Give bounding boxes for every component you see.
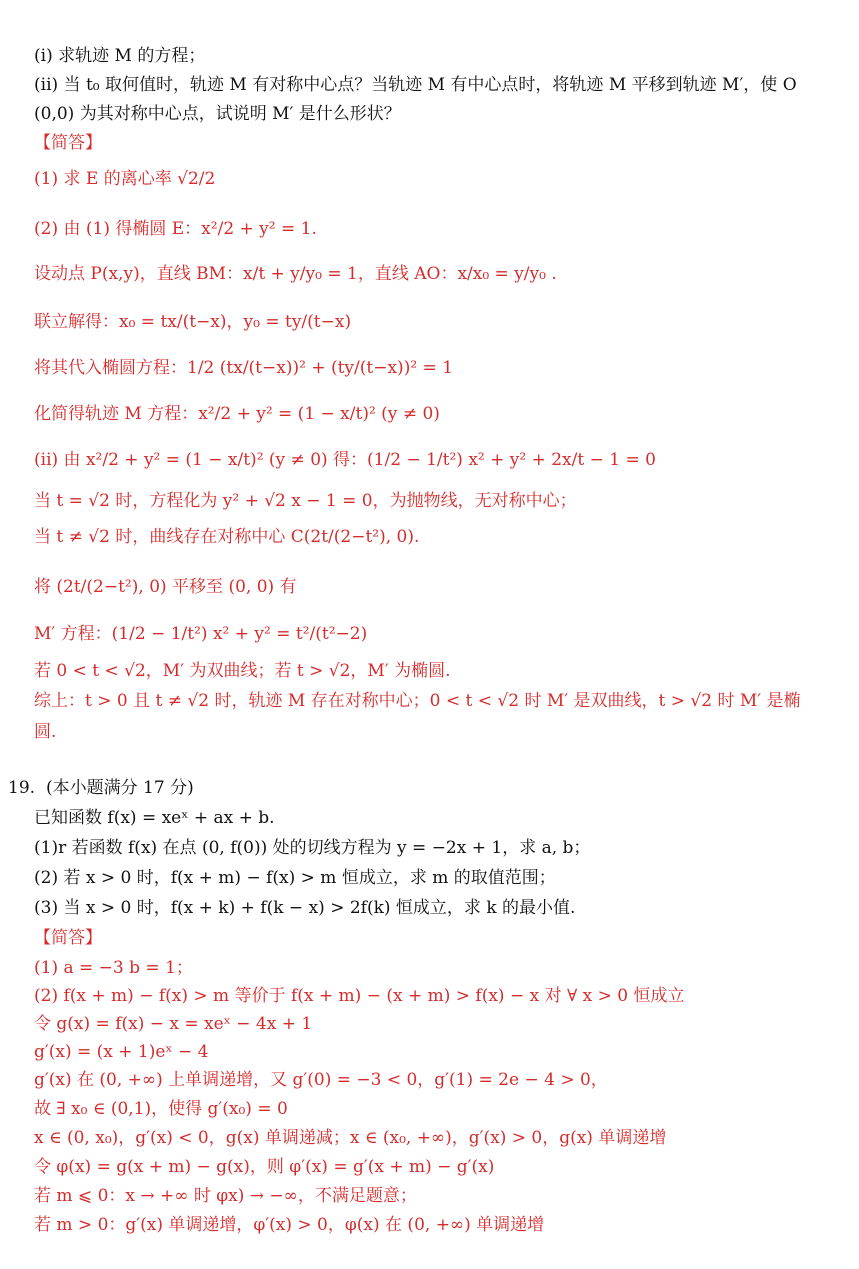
- answer-tag-19: 【简答】: [34, 928, 102, 948]
- answer18-line-2: (2) 由 (1) 得椭圆 E：x²/2 + y² = 1.: [34, 219, 317, 239]
- q19-line-4: (3) 当 x > 0 时，f(x + k) + f(k − x) > 2f(k) 恒成立，求 k 的最小值.: [34, 898, 576, 918]
- q19-answer-8: 令 φ(x) = g(x + m) − g(x)，则 φ′(x) = g′(x + m) − g′(x): [34, 1157, 495, 1177]
- question-header: (本小题满分 17 分): [46, 778, 194, 798]
- answer18-line-7: (ii) 由 x²/2 + y² = (1 − x/t)² (y ≠ 0) 得：(1/2 − 1/t²) x² + y² + 2x/t − 1 = 0: [34, 450, 656, 470]
- answer18-line-14: 圆.: [34, 722, 57, 742]
- answer18-line-4: 联立解得：x₀ = tx/(t−x)，y₀ = ty/(t−x): [34, 312, 352, 332]
- answer18-line-13: 综上：t > 0 且 t ≠ √2 时，轨迹 M 存在对称中心；0 < t < √2 时 M′ 是双曲线，t > √2 时 M′ 是椭: [34, 691, 801, 711]
- q19-answer-3: 令 g(x) = f(x) − x = xeˣ − 4x + 1: [34, 1014, 313, 1034]
- answer18-line-8: 当 t = √2 时，方程化为 y² + √2 x − 1 = 0，为抛物线，无对称中心；: [34, 491, 577, 511]
- question-part-i: (i) 求轨迹 M 的方程；: [34, 46, 206, 66]
- q19-answer-4: g′(x) = (x + 1)eˣ − 4: [34, 1042, 209, 1062]
- q19-line-1: 已知函数 f(x) = xeˣ + ax + b.: [34, 808, 275, 828]
- q19-line-3: (2) 若 x > 0 时，f(x + m) − f(x) > m 恒成立，求 m 的取值范围；: [34, 868, 556, 888]
- q19-answer-10: 若 m > 0：g′(x) 单调递增，φ′(x) > 0，φ(x) 在 (0, +∞) 单调递增: [34, 1215, 545, 1235]
- question-part-ii-cont: (0,0) 为其对称中心点，试说明 M′ 是什么形状？: [34, 104, 401, 124]
- q19-answer-5: g′(x) 在 (0, +∞) 上单调递增，又 g′(0) = −3 < 0，g′(1) = 2e − 4 > 0，: [34, 1070, 608, 1090]
- answer18-line-6: 化简得轨迹 M 方程：x²/2 + y² = (1 − x/t)² (y ≠ 0): [34, 404, 440, 424]
- q19-answer-7: x ∈ (0, x₀)，g′(x) < 0，g(x) 单调递减；x ∈ (x₀, +∞)，g′(x) > 0，g(x) 单调递增: [34, 1128, 667, 1148]
- answer-tag-18: 【简答】: [34, 133, 102, 153]
- answer18-line-11: M′ 方程：(1/2 − 1/t²) x² + y² = t²/(t²−2): [34, 624, 368, 644]
- q19-line-2: (1)r 若函数 f(x) 在点 (0, f(0)) 处的切线方程为 y = −2x + 1，求 a, b；: [34, 838, 591, 858]
- answer18-line-9: 当 t ≠ √2 时，曲线存在对称中心 C(2t/(2−t²), 0).: [34, 527, 420, 547]
- question-number: 19.: [8, 778, 36, 798]
- q19-answer-9: 若 m ⩽ 0：x → +∞ 时 φx) → −∞，不满足题意；: [34, 1186, 417, 1206]
- answer18-line-12: 若 0 < t < √2，M′ 为双曲线；若 t > √2，M′ 为椭圆.: [34, 661, 451, 681]
- answer18-line-10: 将 (2t/(2−t²), 0) 平移至 (0, 0) 有: [34, 577, 297, 597]
- answer18-line-3: 设动点 P(x,y)，直线 BM：x/t + y/y₀ = 1，直线 AO：x/x₀ = y/y₀ .: [34, 264, 557, 284]
- answer18-line-5: 将其代入椭圆方程：1/2 (tx/(t−x))² + (ty/(t−x))² = 1: [34, 358, 454, 378]
- answer18-line-1: (1) 求 E 的离心率 √2/2: [34, 169, 216, 189]
- q19-answer-2: (2) f(x + m) − f(x) > m 等价于 f(x + m) − (x + m) > f(x) − x 对 ∀ x > 0 恒成立: [34, 986, 685, 1006]
- q19-answer-1: (1) a = −3 b = 1；: [34, 958, 193, 978]
- q19-answer-6: 故 ∃ x₀ ∈ (0,1)，使得 g′(x₀) = 0: [34, 1099, 288, 1119]
- question-part-ii: (ii) 当 t₀ 取何值时，轨迹 M 有对称中心点？当轨迹 M 有中心点时，将轨迹 M 平移到轨迹 M′，使 O: [34, 75, 797, 95]
